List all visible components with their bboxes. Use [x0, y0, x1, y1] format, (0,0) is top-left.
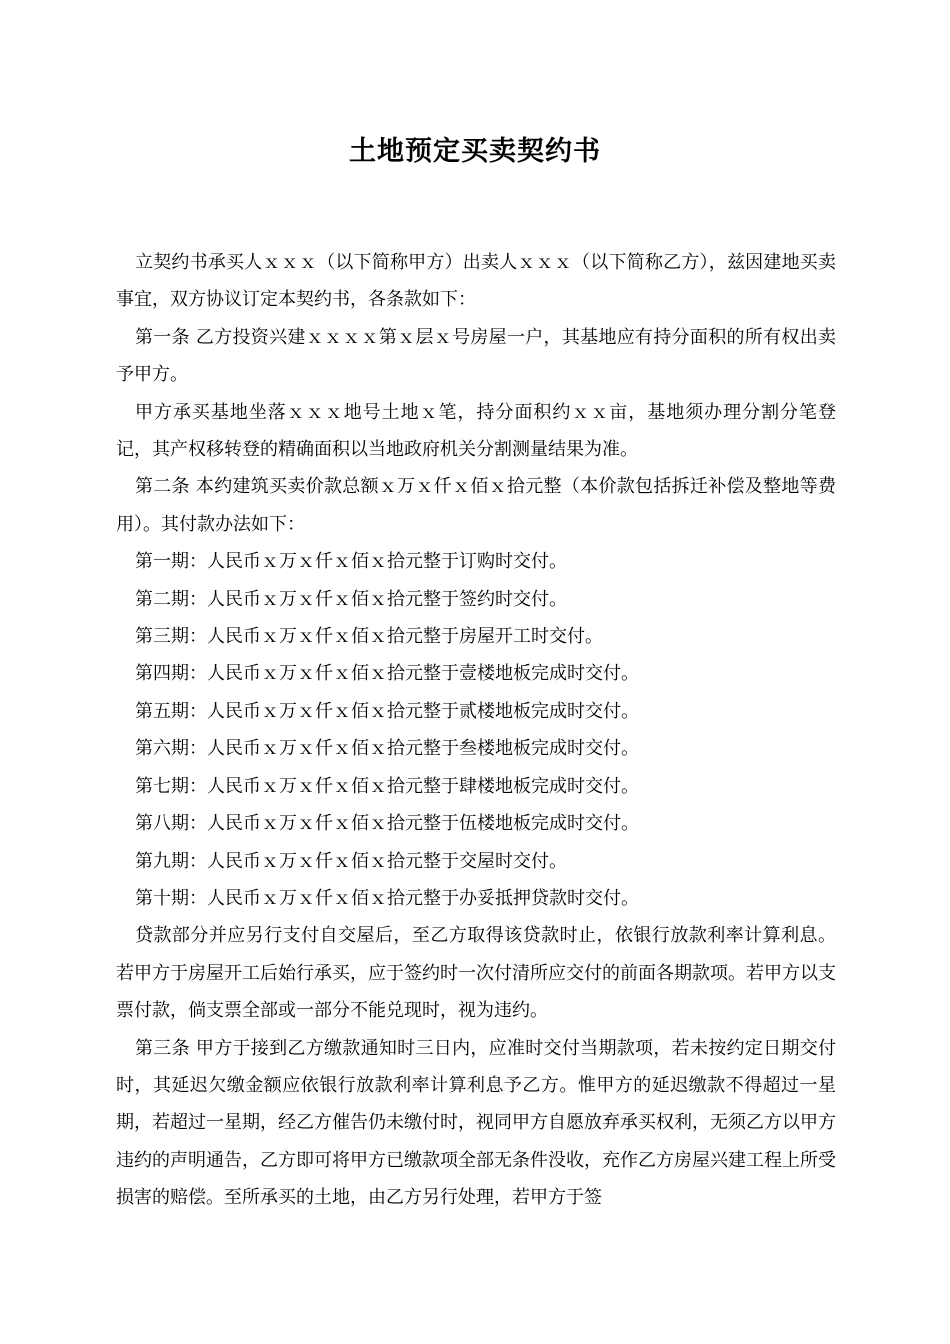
installment-1: 第一期：人民币ｘ万ｘ仟ｘ佰ｘ拾元整于订购时交付。 — [135, 551, 567, 573]
installment-6: 第六期：人民币ｘ万ｘ仟ｘ佰ｘ拾元整于叁楼地板完成时交付。 — [135, 738, 639, 760]
installment-2: 第二期：人民币ｘ万ｘ仟ｘ佰ｘ拾元整于签约时交付。 — [135, 588, 567, 610]
installment-8: 第八期：人民币ｘ万ｘ仟ｘ佰ｘ拾元整于伍楼地板完成时交付。 — [135, 813, 639, 835]
article-1-paragraph: 第一条 乙方投资兴建ｘｘｘｘ第ｘ层ｘ号房屋一户，其基地应有持分面积的所有权出卖予甲方。 — [116, 326, 836, 386]
land-description-paragraph: 甲方承买基地坐落ｘｘｘ地号土地ｘ笔，持分面积约ｘｘ亩，基地须办理分割分笔登记，其产权移转登的精确面积以当地政府机关分割测量结果为准。 — [116, 401, 836, 461]
installment-9: 第九期：人民币ｘ万ｘ仟ｘ佰ｘ拾元整于交屋时交付。 — [135, 850, 567, 872]
preamble-paragraph: 立契约书承买人ｘｘｘ（以下简称甲方）出卖人ｘｘｘ（以下简称乙方），兹因建地买卖事宜，双方协议订定本契约书，各条款如下： — [116, 252, 836, 311]
installment-4: 第四期：人民币ｘ万ｘ仟ｘ佰ｘ拾元整于壹楼地板完成时交付。 — [135, 663, 639, 685]
article-3-paragraph: 第三条 甲方于接到乙方缴款通知时三日内，应准时交付当期款项，若未按约定日期交付时，其延迟欠缴金额应依银行放款利率计算利息予乙方。惟甲方的延迟缴款不得超过一星期，若超过一星期，经乙方催告仍未缴付时，视同甲方自愿放弃承买权利，无须乙方以甲方违约的声明通告，乙方即可将甲方已缴款项全部无条件没收，充作乙方房屋兴建工程上所受损害的赔偿。至所承买的土地，由乙方另行处理，若甲方于签 — [116, 1037, 836, 1209]
installment-10: 第十期：人民币ｘ万ｘ仟ｘ佰ｘ拾元整于办妥抵押贷款时交付。 — [135, 887, 639, 909]
loan-terms-paragraph: 贷款部分并应另行支付自交屋后，至乙方取得该贷款时止，依银行放款利率计算利息。若甲方于房屋开工后始行承买，应于签约时一次付清所应交付的前面各期款项。若甲方以支票付款，倘支票全部或一部分不能兑现时，视为违约。 — [116, 925, 836, 1022]
contract-body — [116, 244, 836, 1217]
article-2-paragraph: 第二条 本约建筑买卖价款总额ｘ万ｘ仟ｘ佰ｘ拾元整（本价款包括拆迁补偿及整地等费用）。其付款办法如下： — [116, 476, 836, 535]
installment-3: 第三期：人民币ｘ万ｘ仟ｘ佰ｘ拾元整于房屋开工时交付。 — [135, 626, 603, 648]
installment-7: 第七期：人民币ｘ万ｘ仟ｘ佰ｘ拾元整于肆楼地板完成时交付。 — [135, 775, 639, 797]
installment-5: 第五期：人民币ｘ万ｘ仟ｘ佰ｘ拾元整于贰楼地板完成时交付。 — [135, 700, 639, 722]
document-title: 土地预定买卖契约书 — [349, 136, 601, 167]
